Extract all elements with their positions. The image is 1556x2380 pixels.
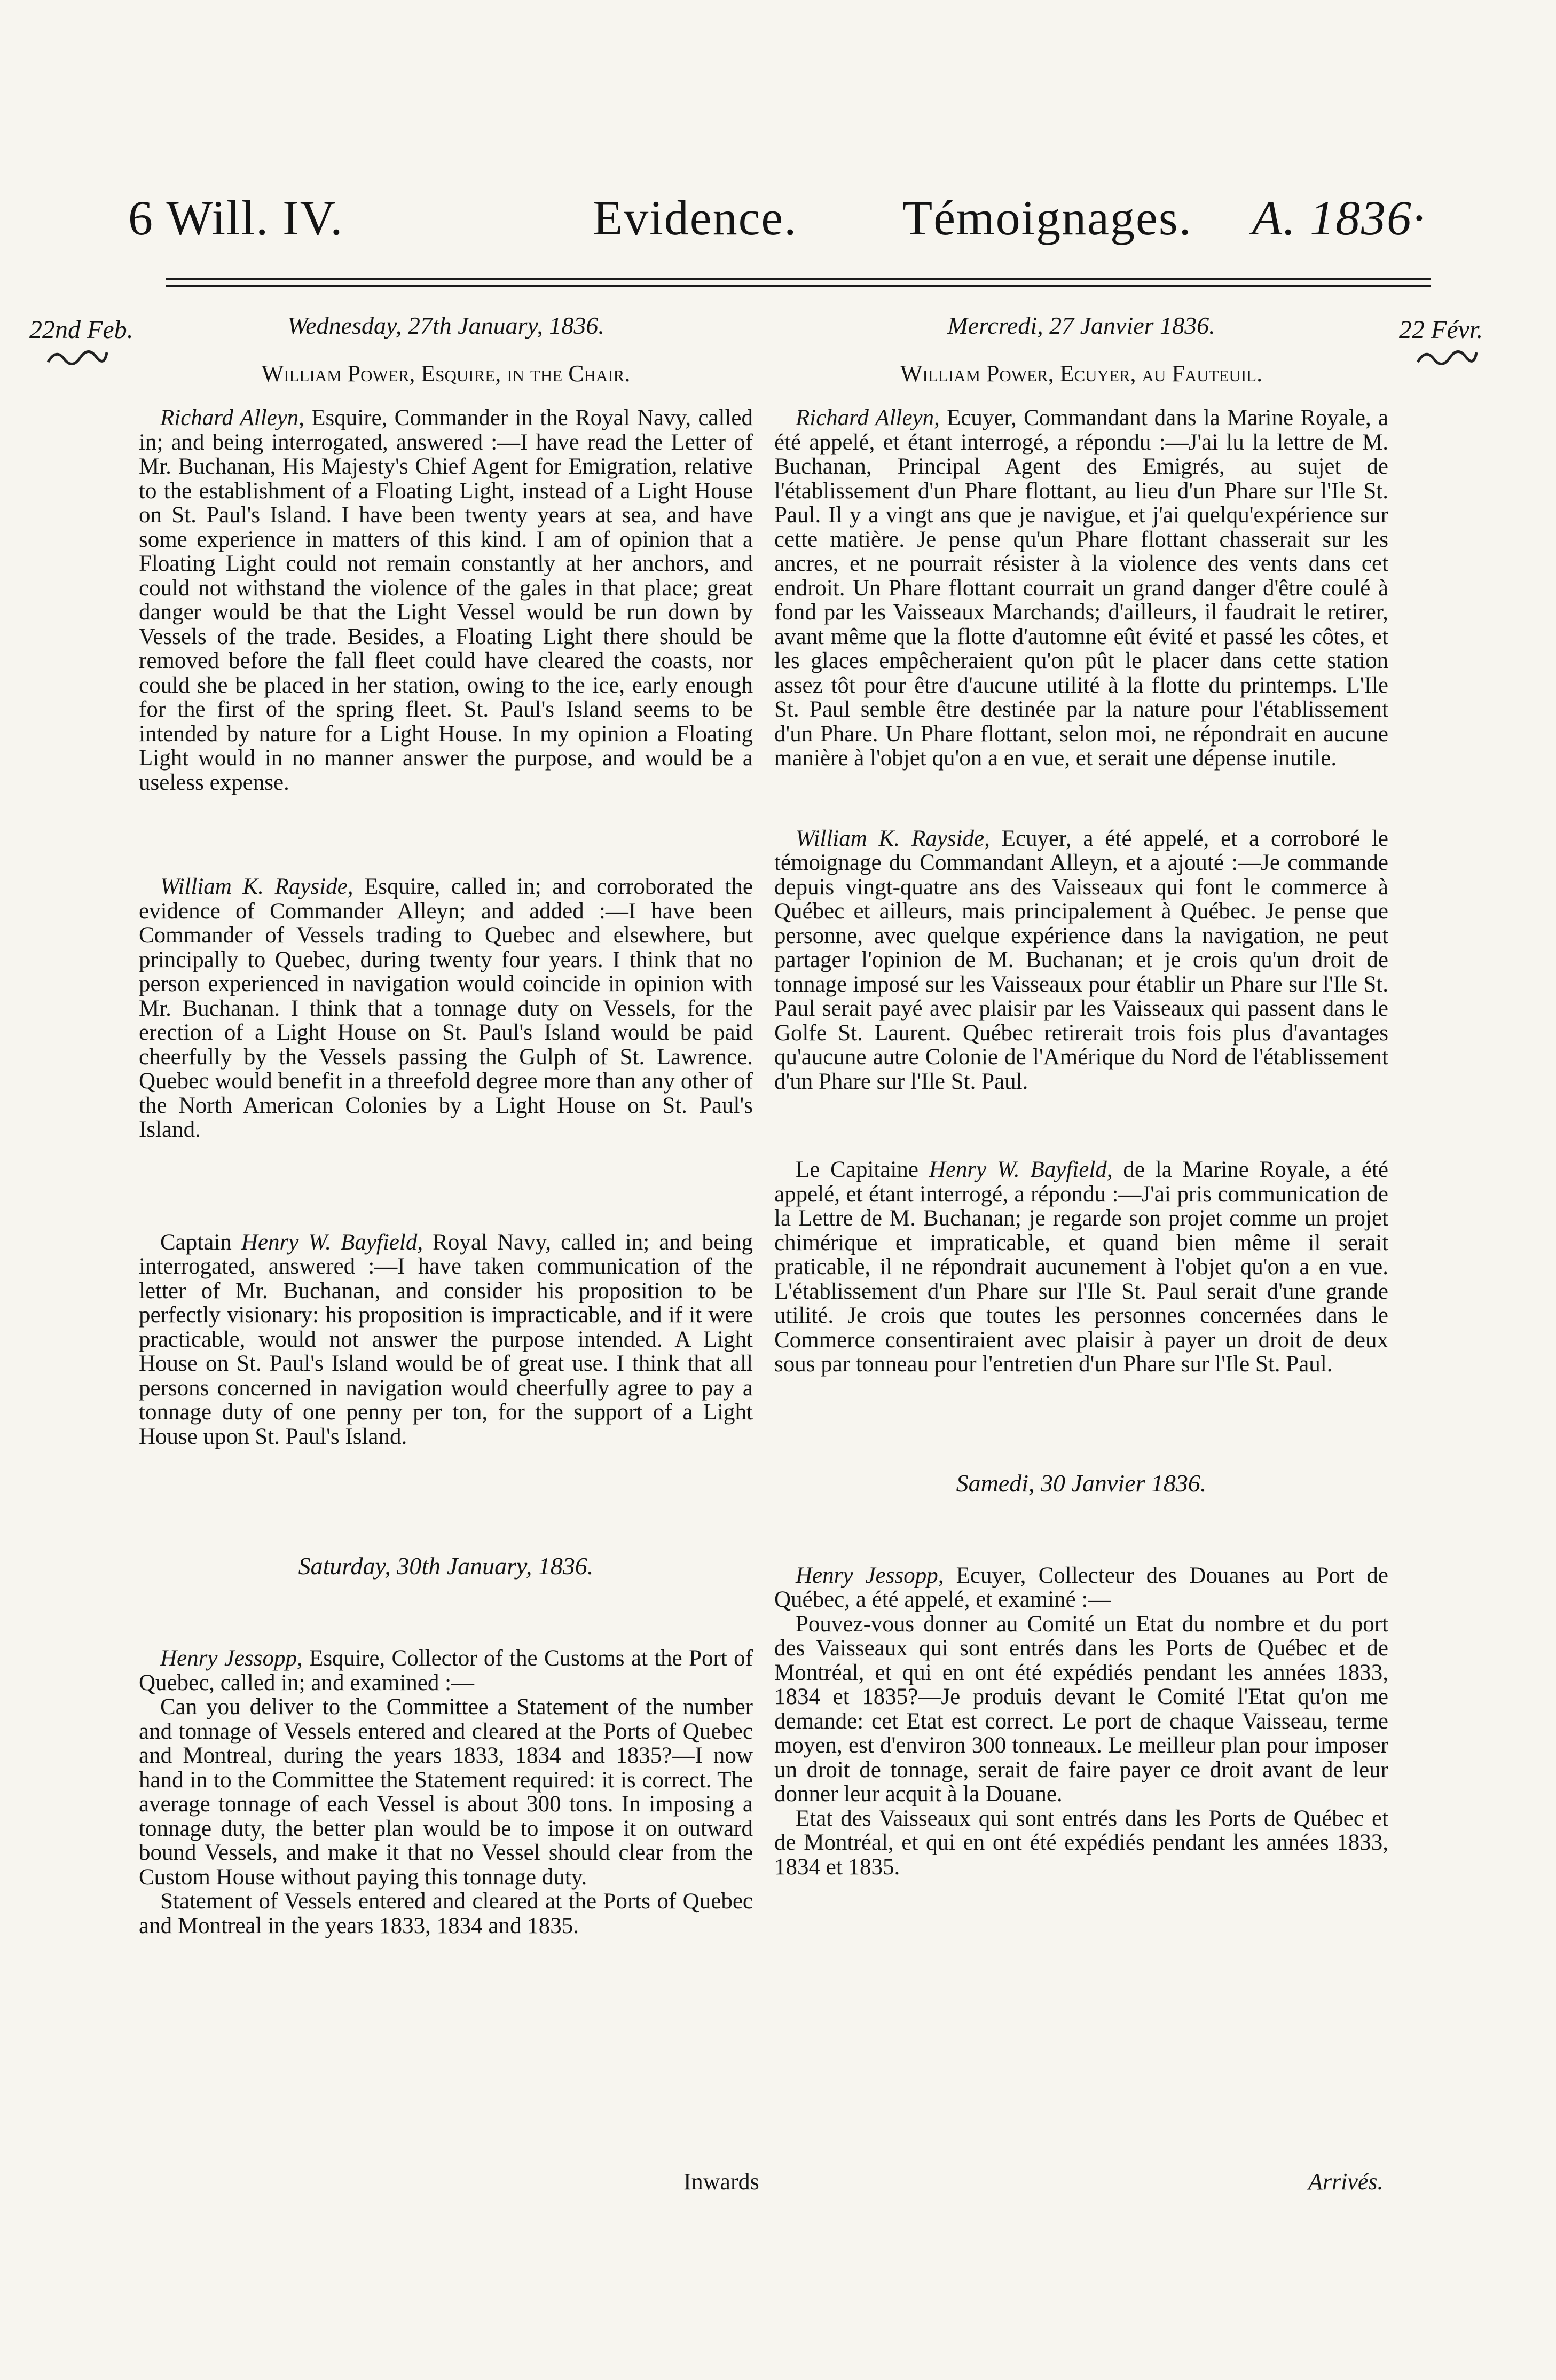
testimony-text: Ecuyer, a été appelé, et a corroboré le témoignage du Commandant Alleyn, et a ajouté :—Je commande depuis vingt-quatre ans des Vaisseaux qui font le commerce à Québec et ailleurs, mais principalement à Québec. Je pense que personne, avec quelque expérience dans la navigation, ne peut partager l'opinion de M. Buchanan; et je crois qu'un droit de tonnage imposé sur les Vaisseaux pour établir un Phare sur l'Ile St. Paul serait payé avec plaisir par les Vaisseaux qui passent dans le Golfe St. Laurent. Québec retirerait trois fois plus d'avantages qu'aucune autre Colonie de l'Amérique du Nord de l'établissement d'un Phare sur l'Ile St. Paul. — [774, 826, 1388, 1094]
header-session: 6 Will. IV. — [128, 191, 344, 245]
sitting-date-saturday: Saturday, 30th January, 1836. — [298, 1552, 594, 1580]
witness-name: Richard Alleyn, — [796, 405, 940, 430]
chair-line: William Power, Ecuyer, au Fauteuil. — [900, 360, 1263, 387]
squiggle-ornament-right — [1415, 347, 1479, 366]
jessopp-question: Pouvez-vous donner au Comité un Etat du nombre et du port des Vaisseaux qui sont entrés dans les Ports de Québec et de Montréal, et qui en ont été expédiés pendant les années 1833, 1834 et 1835?—Je produis devant le Comité l'Etat qu'on me demande: cet Etat est correct. Le port de chaque Vaisseau, terme moyen, est d'environ 300 tonneaux. Le meilleur plan pour imposer un droit de tonnage, serait de faire payer ce droit avant de leur donner leur acquit à la Douane. — [774, 1611, 1388, 1806]
jessopp-question: Can you deliver to the Committee a Statement of the number and tonnage of Vessels entered and cleared at the Ports of Quebec and Montreal, during the years 1833, 1834 and 1835?—I now hand in to the Committee the Statement required: it is correct. The average tonnage of each Vessel is about 300 tons. In imposing a tonnage duty, the better plan would be to impose it on outward bound Vessels, and make it that no Vessel should clear from the Custom House without paying this tonnage duty. — [139, 1694, 753, 1890]
statement-title: Statement of Vessels entered and cleared at the Ports of Quebec and Montreal in the years 1833, 1834 and 1835. — [139, 1889, 753, 1938]
header-temoignages: Témoignages. — [902, 191, 1192, 245]
witness-name: Henry Jessopp, — [160, 1646, 303, 1671]
testimony-text: Esquire, Commander in the Royal Navy, called in; and being interrogated, answered :—I have read the Letter of Mr. Buchanan, His Majesty's Chief Agent for Emigration, relative to the establishment of a Floating Light, instead of a Light House on St. Paul's Island. I have been twenty years at sea, and have some experience in matters of this kind. I am of opinion that a Floating Light could not remain constantly at her anchors, and could not withstand the violence of the gales in that place; great danger would be that the Light Vessel would be run down by Vessels of the trade. Besides, a Floating Light there should be removed before the fall fleet could have cleared the coasts, nor could she be placed in her station, owing to the ice, early enough for the first of the spring fleet. St. Paul's Island seems to be intended by nature for a Light House. In my opinion a Floating Light would in no manner answer the purpose, and would be a useless expense. — [139, 405, 753, 795]
rayside-testimony — [774, 827, 1388, 1094]
testimony-text: Esquire, Collector of the Customs at the Port of Quebec, called in; and examined :— — [139, 1646, 753, 1695]
catchword-french: Arrivés. — [1308, 2169, 1384, 2195]
witness-name: Henry W. Bayfield, — [929, 1157, 1113, 1182]
testimony-text: Ecuyer, Commandant dans la Marine Royale, a été appelé, et étant interrogé, a répondu :—J'ai lu la lettre de M. Buchanan, Principal Agent des Emigrés, au sujet de l'établissement d'un Phare flottant, au lieu d'un Phare sur l'Ile St. Paul. Il y a vingt ans que je navigue, et j'ai quelqu'expérience sur cette matière. Je pense qu'un Phare flottant chasserait sur les ancres, et ne pourrait résister à la violence des vents dans cet endroit. Un Phare flottant courrait un grand danger d'être coulé à fond par les Vaisseaux Marchands; d'ailleurs, il faudrait le retirer, avant même que la flotte d'automne eût évité et passé les côtes, et les glaces empêcheraient qu'on pût le placer dans cette station assez tôt pour être d'aucune utilité à la flotte du printemps. L'Ile St. Paul semble être destinée par la nature pour l'établissement d'un Phare. Un Phare flottant, selon moi, ne répondrait en aucune manière à l'objet qu'on a en vue, et serait une dépense inutile. — [774, 405, 1388, 771]
french-column — [774, 310, 1388, 1879]
chair-line: William Power, Esquire, in the Chair. — [261, 360, 631, 387]
english-column — [139, 310, 753, 1938]
header-year: A. 1836· — [1252, 191, 1426, 245]
squiggle-ornament-left — [45, 347, 109, 366]
witness-name: Richard Alleyn, — [160, 405, 305, 430]
alleyn-testimony — [139, 406, 753, 795]
header-evidence: Evidence. — [593, 191, 798, 245]
bayfield-testimony — [139, 1230, 753, 1449]
margin-date-left: 22nd Feb. — [29, 316, 133, 344]
statement-title: Etat des Vaisseaux qui sont entrés dans les Ports de Québec et de Montréal, et qui en ont été expédiés pendant les années 1833, 1834 et 1835. — [774, 1805, 1388, 1880]
testimony-text: Esquire, called in; and corroborated the evidence of Commander Alleyn; and added :—I have been Commander of Vessels trading to Quebec and elsewhere, but principally to Quebec, during twenty four years. I think that no person experienced in navigation would coincide in opinion with Mr. Buchanan. I think that a tonnage duty on Vessels, for the erection of a Light House on St. Paul's Island would be paid cheerfully by the Vessels passing the Gulph of St. Lawrence. Quebec would benefit in a threefold degree more than any other of the North American Colonies by a Light House on St. Paul's Island. — [139, 874, 753, 1142]
rayside-testimony — [139, 875, 753, 1142]
witness-name: Henry W. Bayfield, — [241, 1229, 423, 1255]
witness-name: William K. Rayside, — [796, 826, 990, 851]
margin-date-right: 22 Févr. — [1399, 316, 1483, 344]
jessopp-intro — [139, 1646, 753, 1695]
testimony-text: de la Marine Royale, a été appelé, et étant interrogé, a répondu :—J'ai pris communication de la Lettre de M. Buchanan; je regarde son projet comme un projet chimérique et impraticable, et quand bien même il serait praticable, il ne répondrait aucunement à l'objet qu'on a en vue. L'établissement d'un Phare sur l'Ile St. Paul serait d'une grande utilité. Je crois que toutes les personnes concernées dans le Commerce consentiraient avec plaisir à payer un droit de deux sous par tonneau pour l'entretien d'un Phare sur l'Ile St. Paul. — [774, 1157, 1388, 1377]
witness-name: William K. Rayside, — [160, 874, 353, 899]
bayfield-testimony — [774, 1158, 1388, 1377]
alleyn-testimony — [774, 406, 1388, 771]
catchword-english: Inwards — [683, 2169, 759, 2195]
witness-title: Captain — [160, 1229, 241, 1255]
sitting-date-samedi: Samedi, 30 Janvier 1836. — [956, 1469, 1207, 1497]
sitting-date-mercredi: Mercredi, 27 Janvier 1836. — [947, 312, 1215, 339]
witness-title: Le Capitaine — [796, 1157, 929, 1182]
jessopp-intro — [774, 1564, 1388, 1612]
page-header — [128, 190, 1426, 259]
header-rule-thin — [166, 285, 1431, 287]
sitting-date-wednesday: Wednesday, 27th January, 1836. — [287, 312, 604, 339]
witness-name: Henry Jessopp, — [796, 1562, 944, 1588]
testimony-text: Royal Navy, called in; and being interrogated, answered :—I have taken communication of the letter of Mr. Buchanan, and consider his proposition to be perfectly visionary: his proposition is impracticable, and if it were practicable, would not answer the purpose intended. A Light House on St. Paul's Island would be of great use. I think that all persons concerned in navigation would cheerfully agree to pay a tonnage duty of one penny per ton, for the support of a Light House upon St. Paul's Island. — [139, 1229, 753, 1449]
header-rule-thick — [166, 278, 1431, 280]
testimony-text: Ecuyer, Collecteur des Douanes au Port de Québec, a été appelé, et examiné :— — [774, 1562, 1388, 1612]
